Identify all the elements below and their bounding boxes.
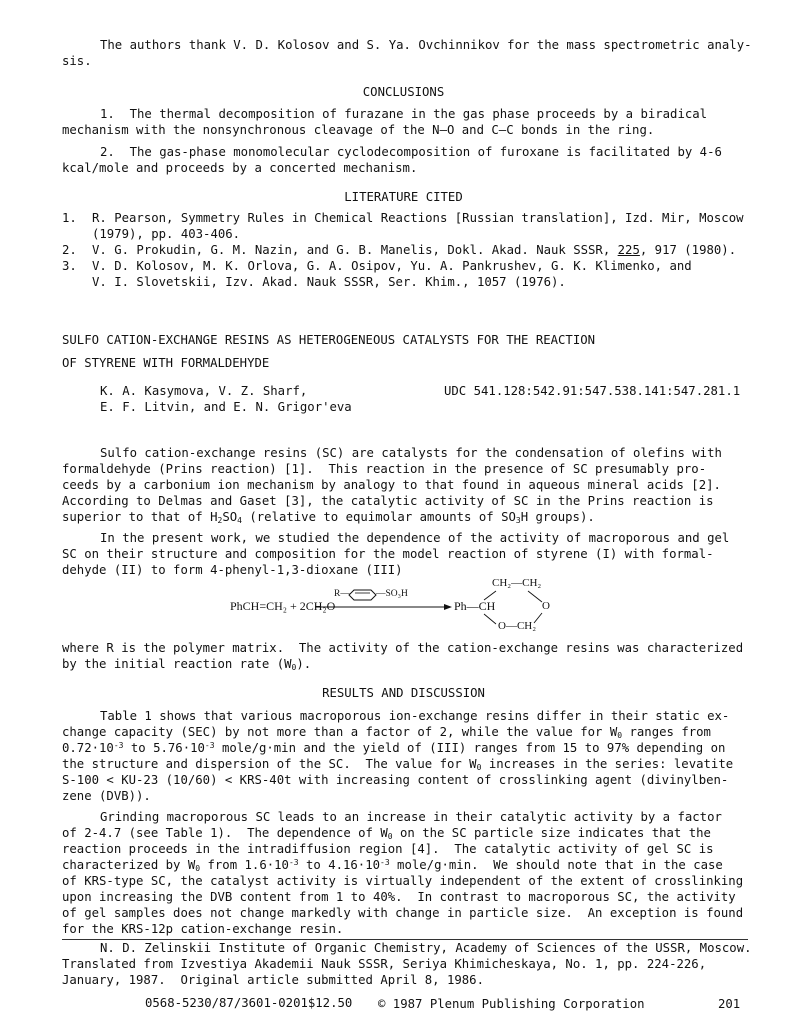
results-p1-line-2: change capacity (SEC) by not more than a factor of 2, while the value for $W_0$ ranges from (62, 725, 711, 740)
catalyst-so3h-label: —SO₃H (376, 589, 408, 599)
results-p2-line-8: for the KRS-12p cation-exchange resin. (62, 922, 344, 936)
conclusion-2-line-2: kcal/mole and proceeds by a concerted mechanism. (62, 161, 418, 175)
ring-bond-lower-left (484, 614, 496, 624)
literature-heading: LITERATURE CITED (344, 190, 463, 204)
results-heading: RESULTS AND DISCUSSION (322, 686, 485, 700)
results-p2-line-6: upon increasing the DVB content from 1 to 40%. In contrast to macroporous SC, the activity (62, 890, 736, 904)
acknowledgment-line-2: sis. (62, 54, 92, 68)
reaction-arrowhead (444, 604, 452, 610)
reaction-equation (230, 574, 590, 636)
conclusions-heading: CONCLUSIONS (362, 85, 445, 99)
reference-3-line-2: V. I. Slovetskii, Izv. Akad. Nauk SSSR, Ser. Khim., 1057 (1976). (92, 275, 566, 289)
results-p2-line-4: characterized by $W_0$ from $1.6\cdot 10^{-3}$ to $4.16\cdot 10^{-3}$ mole/g·min. We should note that in the case (62, 858, 723, 873)
reference-1-line-2: (1979), pp. 403-406. (92, 227, 241, 241)
intro-p2-line-2: SC on their structure and composition for the model reaction of styrene (I) with formal- (62, 547, 714, 561)
reference-2: V. G. Prokudin, G. M. Nazin, and G. B. Manelis, Dokl. Akad. Nauk SSSR, 225, 917 (1980). (92, 243, 737, 257)
acknowledgment-line-1: The authors thank V. D. Kolosov and S. Ya. Ovchinnikov for the mass spectrometric analy- (100, 38, 752, 52)
product-ph-ch-label: Ph—CH (454, 599, 496, 613)
results-p2-line-3: reaction proceeds in the intradiffusion region [4]. The catalytic activity of gel SC is (62, 842, 714, 856)
reference-1-number: 1. (62, 211, 77, 225)
reference-3-number: 3. (62, 259, 77, 273)
after-equation-line-1: where R is the polymer matrix. The activity of the cation-exchange resins was characterized (62, 641, 744, 655)
catalyst-r-label: R— (334, 589, 350, 599)
results-p1-line-5: S-100 < KU-23 (10/60) < KRS-40t with increasing content of crosslinking agent (divinylben- (62, 773, 729, 787)
after-equation-line-2: by the initial reaction rate $(W_0)$. (62, 657, 312, 672)
article-title-line-1: SULFO CATION-EXCHANGE RESINS AS HETEROGENEOUS CATALYSTS FOR THE REACTION (62, 333, 596, 347)
intro-p1-line-5: superior to that of $H_2SO_4$ (relative to equimolar amounts of $SO_3H$ groups). (62, 510, 595, 525)
benzene-ring (349, 590, 376, 600)
results-p1-line-1: Table 1 shows that various macroporous ion-exchange resins differ in their static ex- (100, 709, 730, 723)
results-p2-line-2: of 2-4.7 (see Table 1). The dependence of $W_0$ on the SC particle size indicates that the (62, 826, 711, 841)
intro-p1-line-1: Sulfo cation-exchange resins (SC) are catalysts for the condensation of olefins with (100, 446, 722, 460)
ring-bond-upper-right (528, 591, 542, 602)
conclusion-1-line-2: mechanism with the nonsynchronous cleavage of the N—O and C—C bonds in the ring. (62, 123, 655, 137)
intro-p1-line-3: ceeds by a carbonium ion mechanism by analogy to that found in aqueous mineral acids [2]. (62, 478, 721, 492)
article-title-line-2: OF STYRENE WITH FORMALDEHYDE (62, 356, 270, 370)
results-p2-line-1: Grinding macroporous SC leads to an increase in their catalytic activity by a factor (100, 810, 722, 824)
results-p1-line-4: the structure and dispersion of the SC. The value for $W_0$ increases in the series: levatite (62, 757, 734, 772)
results-p1-line-6: zene (DVB)). (62, 789, 151, 803)
results-p2-line-7: of gel samples does not change markedly with change in particle size. An exception is found (62, 906, 744, 920)
intro-p1-line-2: formaldehyde (Prins reaction) [1]. This reaction in the presence of SC presumably pro- (62, 462, 707, 476)
authors-line-1: K. A. Kasymova, V. Z. Sharf, (100, 384, 308, 398)
footnote-line-1: N. D. Zelinskii Institute of Organic Chemistry, Academy of Sciences of the USSR, Moscow. (100, 941, 752, 955)
results-p2-line-5: of KRS-type SC, the catalyst activity is virtually independent of the extent of crosslinking (62, 874, 744, 888)
ring-bottom-label: O—CH₂ (498, 620, 537, 632)
reference-1-line-1: R. Pearson, Symmetry Rules in Chemical Reactions [Russian translation], Izd. Mir, Moscow (92, 211, 744, 225)
results-p1-line-3: $0.72\cdot 10^{-3}$ to $5.76\cdot 10^{-3}$ mole/g·min and the yield of (III) ranges from 15 to 97% depending on (62, 741, 726, 755)
footnote-line-3: January, 1987. Original article submitted April 8, 1986. (62, 973, 484, 987)
intro-p2-line-3: dehyde (II) to form 4-phenyl-1,3-dioxane (III) (62, 563, 403, 577)
reactants-label: PhCH=CH₂ + 2CH₂O (230, 599, 336, 613)
ring-top-label: CH₂—CH₂ (492, 577, 542, 589)
footer-copyright: © 1987 Plenum Publishing Corporation (378, 997, 645, 1011)
reference-3-line-1: V. D. Kolosov, M. K. Orlova, G. A. Osipov, Yu. A. Pankrushev, G. K. Klimenko, and (92, 259, 692, 273)
udc-code: UDC 541.128:542.91:547.538.141:547.281.1 (444, 384, 741, 398)
authors-line-2: E. F. Litvin, and E. N. Grigor'eva (100, 400, 352, 414)
footnote-rule (62, 939, 748, 940)
page-number: 201 (718, 997, 741, 1011)
intro-p2-line-1: In the present work, we studied the dependence of the activity of macroporous and gel (100, 531, 730, 545)
footer-code: 0568-5230/87/3601-0201$12.50 (145, 996, 353, 1010)
ring-oxygen-right: O (542, 600, 550, 612)
reference-2-number: 2. (62, 243, 77, 257)
conclusion-2-line-1: 2. The gas-phase monomolecular cyclodecomposition of furoxane is facilitated by 4-6 (100, 145, 722, 159)
conclusion-1-line-1: 1. The thermal decomposition of furazane in the gas phase proceeds by a biradical (100, 107, 708, 121)
intro-p1-line-4: According to Delmas and Gaset [3], the catalytic activity of SC in the Prins reaction is (62, 494, 714, 508)
footnote-line-2: Translated from Izvestiya Akademii Nauk SSSR, Seriya Khimicheskaya, No. 1, pp. 224-226, (62, 957, 707, 971)
